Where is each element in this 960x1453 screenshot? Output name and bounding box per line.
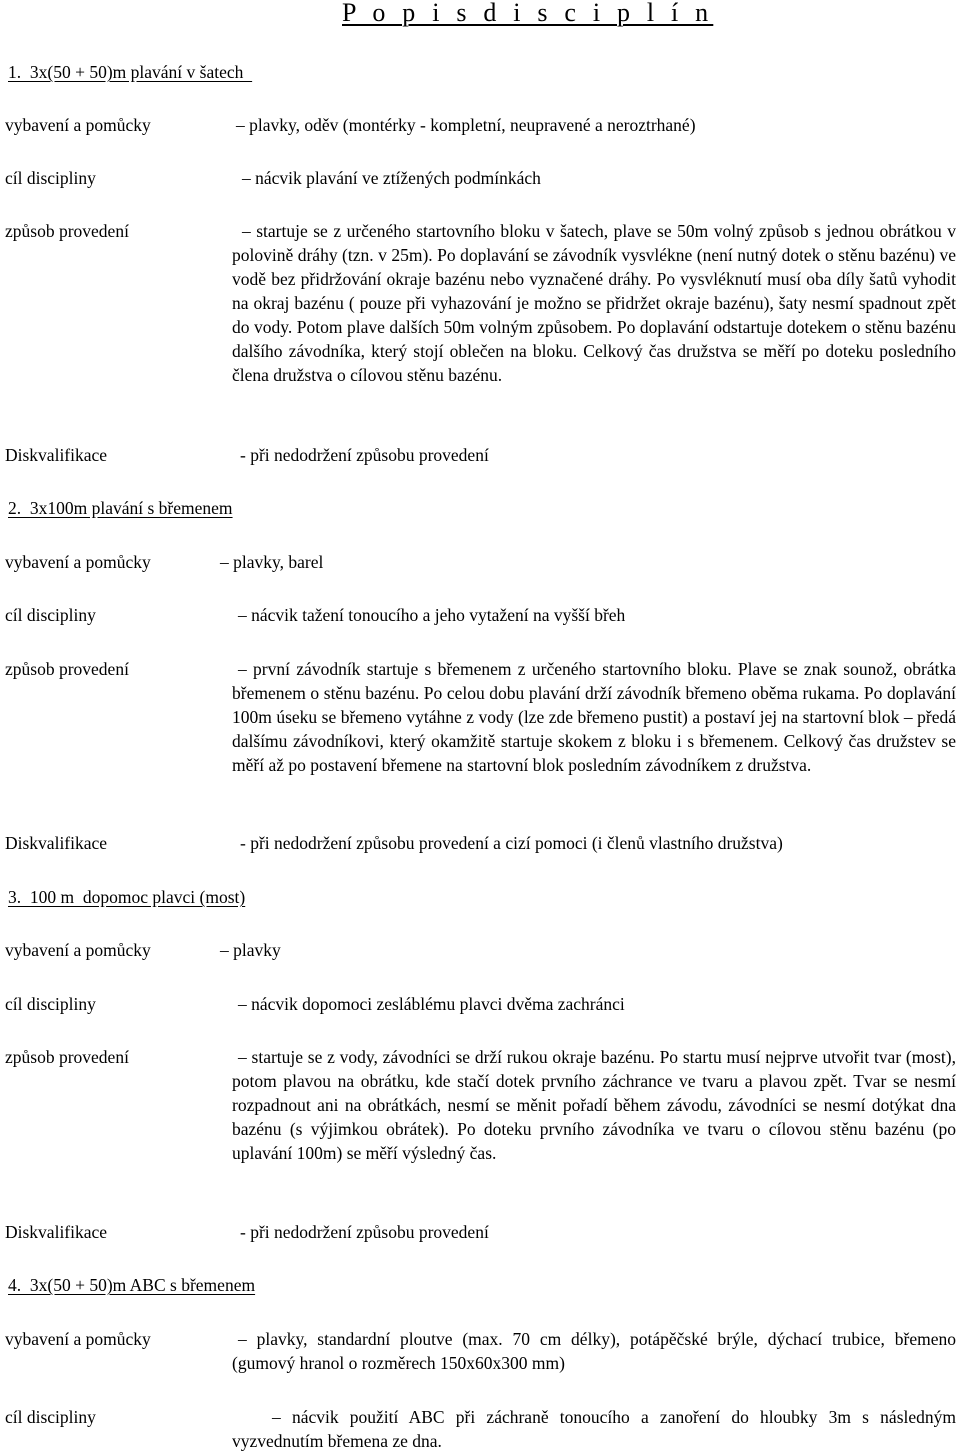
section-4-goal-label: cíl discipliny bbox=[5, 1407, 96, 1427]
section-1-dq-label: Diskvalifikace bbox=[5, 445, 108, 465]
section-3-dq-label: Diskvalifikace bbox=[5, 1222, 108, 1242]
section-3-method: – startuje se z vody, závodníci se drží rukou okraje bazénu. Po startu musí nejprve utvořit tvar (most), potom plavou na obrátku, kde stačí dotek prvního záchrance ve tvaru a plavou zpět. Tvar se nesmí rozpadnout ani na obrátkách, nesmí se měnit pořadí během závodu, závodníci se nesmí dotýkat dna bazénu (s výjimkou obrátek). Po doteku prvního závodníka ve tvaru o cílovou stěnu bazénu (po uplavání 100m) se měří výsledný čas. bbox=[232, 1047, 956, 1163]
section-4-heading: 4. 3x(50 + 50)m ABC s břemenem bbox=[8, 1275, 256, 1295]
section-2-goal-label: cíl discipliny bbox=[5, 605, 96, 625]
section-3-dq: - při nedodržení způsobu provedení bbox=[240, 1222, 489, 1242]
section-2-dq: - při nedodržení způsobu provedení a cizí pomoci (i členů vlastního družstva) bbox=[240, 833, 783, 853]
section-3-goal-label: cíl discipliny bbox=[5, 994, 96, 1014]
section-1-method-label: způsob provedení bbox=[5, 221, 129, 241]
section-1-dq: - při nedodržení způsobu provedení bbox=[240, 445, 489, 465]
section-2-equipment: – plavky, barel bbox=[220, 552, 324, 572]
section-3-method-label: způsob provedení bbox=[5, 1047, 129, 1067]
section-1-equipment-label: vybavení a pomůcky bbox=[5, 115, 151, 135]
section-2-goal: – nácvik tažení tonoucího a jeho vytažení na vyšší břeh bbox=[238, 605, 626, 625]
section-3-equipment-label: vybavení a pomůcky bbox=[5, 940, 151, 960]
section-2-method: – první závodník startuje s břemenem z určeného startovního bloku. Plave se znak sounož, obrátka břemenem o stěnu bazénu. Po celou dobu plavání drží závodník břemeno oběma rukama. Po doplavání 100m úseku se břemeno vytáhne z vody (lze zde břemeno pustit) a postaví jej na startovní blok – předá dalšímu závodníkovi, který okamžitě startuje skokem z bloku i s břemenem. Celkový čas družstev se měří až po postavení břemene na startovní blok posledním závodníkem z družstva. bbox=[232, 659, 956, 775]
section-4-equipment: – plavky, standardní ploutve (max. 70 cm délky), potápěčské brýle, dýchací trubice, břemeno (gumový hranol o rozměrech 150x60x300 mm) bbox=[232, 1329, 956, 1373]
section-2-equipment-label: vybavení a pomůcky bbox=[5, 552, 151, 572]
section-1-method: – startuje se z určeného startovního bloku v šatech, plave se 50m volný způsob s jednou obrátkou v polovině dráhy (tzn. v 25m). Po doplavání se závodník vysvlékne (není nutný dotek o stěnu bazénu) ve vodě bez přidržování okraje bazénu nebo vyznačené dráhy. Po vysvléknutí musí oba díly šatů vyhodit na okraj bazénu ( pouze při vyhazování je možno se přidržet okraje bazénu), šaty nesmí spadnout zpět do vody. Potom plave dalších 50m volným způsobem. Po doplavání odstartuje dotekem o stěnu bazénu dalšího závodníka, který stojí oblečen na bloku. Celkový čas družstva se měří po doteku posledního člena družstva o cílovou stěnu bazénu. bbox=[232, 221, 956, 385]
section-1-equipment: – plavky, oděv (montérky - kompletní, neupravené a neroztrhané) bbox=[236, 115, 696, 135]
section-2-dq-label: Diskvalifikace bbox=[5, 833, 108, 853]
section-3-heading: 3. 100 m dopomoc plavci (most) bbox=[8, 887, 246, 907]
section-2-method-label: způsob provedení bbox=[5, 659, 129, 679]
section-4-equipment-label: vybavení a pomůcky bbox=[5, 1329, 151, 1349]
section-4-goal: – nácvik použití ABC při záchraně tonoucího a zanoření do hloubky 3m s následným vyzvednutím břemena ze dna. bbox=[232, 1407, 956, 1451]
section-3-goal: – nácvik dopomoci zesláblému plavci dvěma zachránci bbox=[238, 994, 625, 1014]
section-1-goal-label: cíl discipliny bbox=[5, 168, 96, 188]
section-1-heading: 1. 3x(50 + 50)m plavání v šatech bbox=[8, 62, 253, 82]
section-2-heading: 2. 3x100m plavání s břemenem bbox=[8, 498, 233, 518]
page-title: P o p i s d i s c i p l í n bbox=[342, 0, 714, 27]
section-3-equipment: – plavky bbox=[220, 940, 281, 960]
section-1-goal: – nácvik plavání ve ztížených podmínkách bbox=[242, 168, 541, 188]
